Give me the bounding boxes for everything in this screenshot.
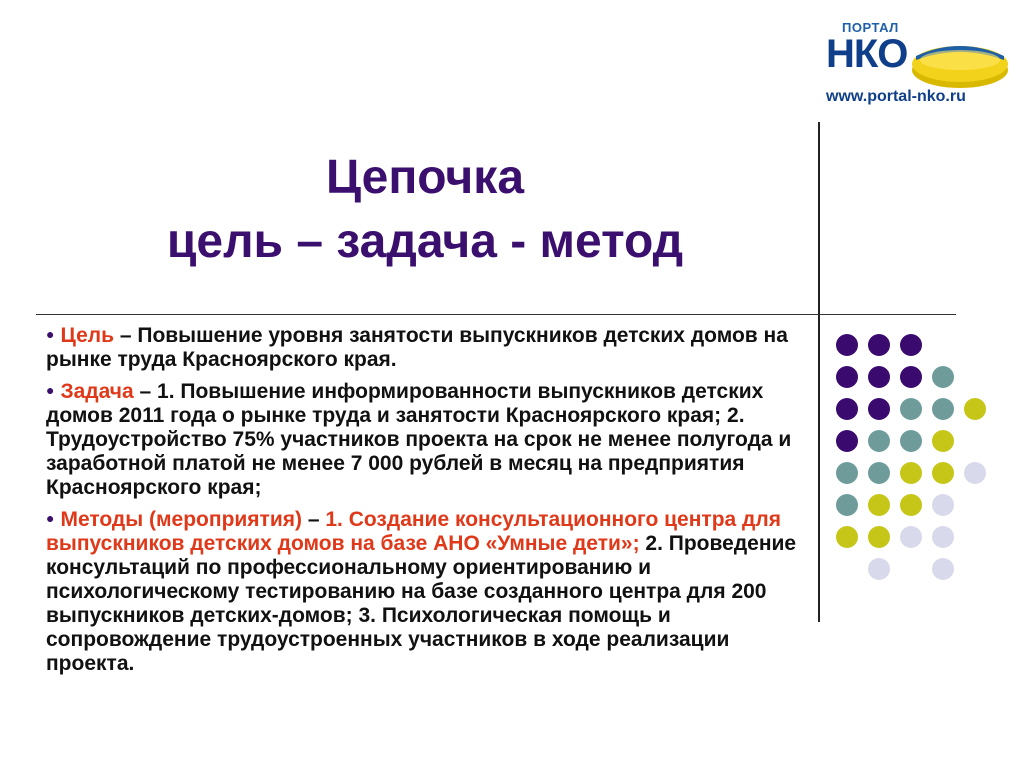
decorative-dot: [932, 526, 954, 548]
decorative-dot: [836, 398, 858, 420]
bullet-icon: ●: [46, 510, 55, 526]
logo-big-text: НКО: [826, 32, 908, 76]
decorative-dot: [868, 558, 890, 580]
bullet-icon: ●: [46, 382, 55, 398]
bullet-methods: [46, 506, 816, 676]
decorative-dot: [836, 366, 858, 388]
horizontal-divider: [36, 314, 956, 315]
portal-nko-logo: [826, 14, 1016, 114]
bullet-goal: [46, 322, 816, 372]
decorative-dot: [836, 430, 858, 452]
decorative-dot: [900, 526, 922, 548]
decorative-dot: [836, 494, 858, 516]
methods-highlight: 1. Создание консультационного центра для выпускников детских домов на базе АНО «Умные дети»;: [46, 508, 781, 555]
decorative-dot: [932, 494, 954, 516]
decorative-dot: [836, 526, 858, 548]
bullet-icon: ●: [46, 326, 55, 342]
decorative-dot: [964, 398, 986, 420]
decorative-dot: [868, 526, 890, 548]
vertical-divider: [818, 122, 820, 622]
decorative-dot: [836, 334, 858, 356]
decorative-dot: [900, 430, 922, 452]
decorative-dot: [932, 462, 954, 484]
decorative-dot: [900, 494, 922, 516]
logo-url: www.portal-nko.ru: [826, 88, 966, 105]
title-line-1: Цепочка: [325, 151, 525, 204]
slide-content: [46, 322, 816, 682]
decorative-dot: [932, 366, 954, 388]
decorative-dot: [868, 366, 890, 388]
goal-label: Цель: [60, 324, 114, 347]
task-text: – 1. Повышение информированности выпускников детских домов 2011 года о рынке труда и занятости Красноярского края; 2. Трудоустройство 75% участников проекта на срок не менее полугода и заработной платой не менее 7 000 рублей в месяц на предприятия Красноярского края;: [46, 380, 792, 499]
decorative-dot: [900, 462, 922, 484]
logo-small-text: ПОРТАЛ: [842, 20, 899, 35]
task-label: Задача: [60, 380, 134, 403]
slide-title: [40, 146, 810, 274]
decorative-dot: [868, 462, 890, 484]
decorative-dot-grid: [836, 334, 1006, 594]
decorative-dot: [868, 334, 890, 356]
decorative-dot: [932, 558, 954, 580]
methods-text: 2. Проведение консультаций по профессиональному ориентированию и психологическому тестированию на базе созданного центра для 200 выпускников детских-домов; 3. Психологическая помощь и сопровождение трудоустроенных участников в ходе реализации проекта.: [46, 532, 797, 675]
decorative-dot: [900, 334, 922, 356]
decorative-dot: [964, 462, 986, 484]
decorative-dot: [836, 462, 858, 484]
decorative-dot: [868, 398, 890, 420]
decorative-dot: [900, 398, 922, 420]
title-line-2: цель – задача - метод: [166, 215, 684, 268]
decorative-dot: [932, 398, 954, 420]
decorative-dot: [932, 430, 954, 452]
methods-label: Методы (мероприятия): [60, 508, 302, 531]
bullet-task: [46, 378, 816, 500]
decorative-dot: [900, 366, 922, 388]
logo-disc-icon: [910, 30, 1010, 94]
methods-dash: –: [302, 508, 326, 531]
decorative-dot: [868, 430, 890, 452]
decorative-dot: [868, 494, 890, 516]
goal-text: – Повышение уровня занятости выпускников детских домов на рынке труда Красноярского края.: [46, 324, 788, 371]
